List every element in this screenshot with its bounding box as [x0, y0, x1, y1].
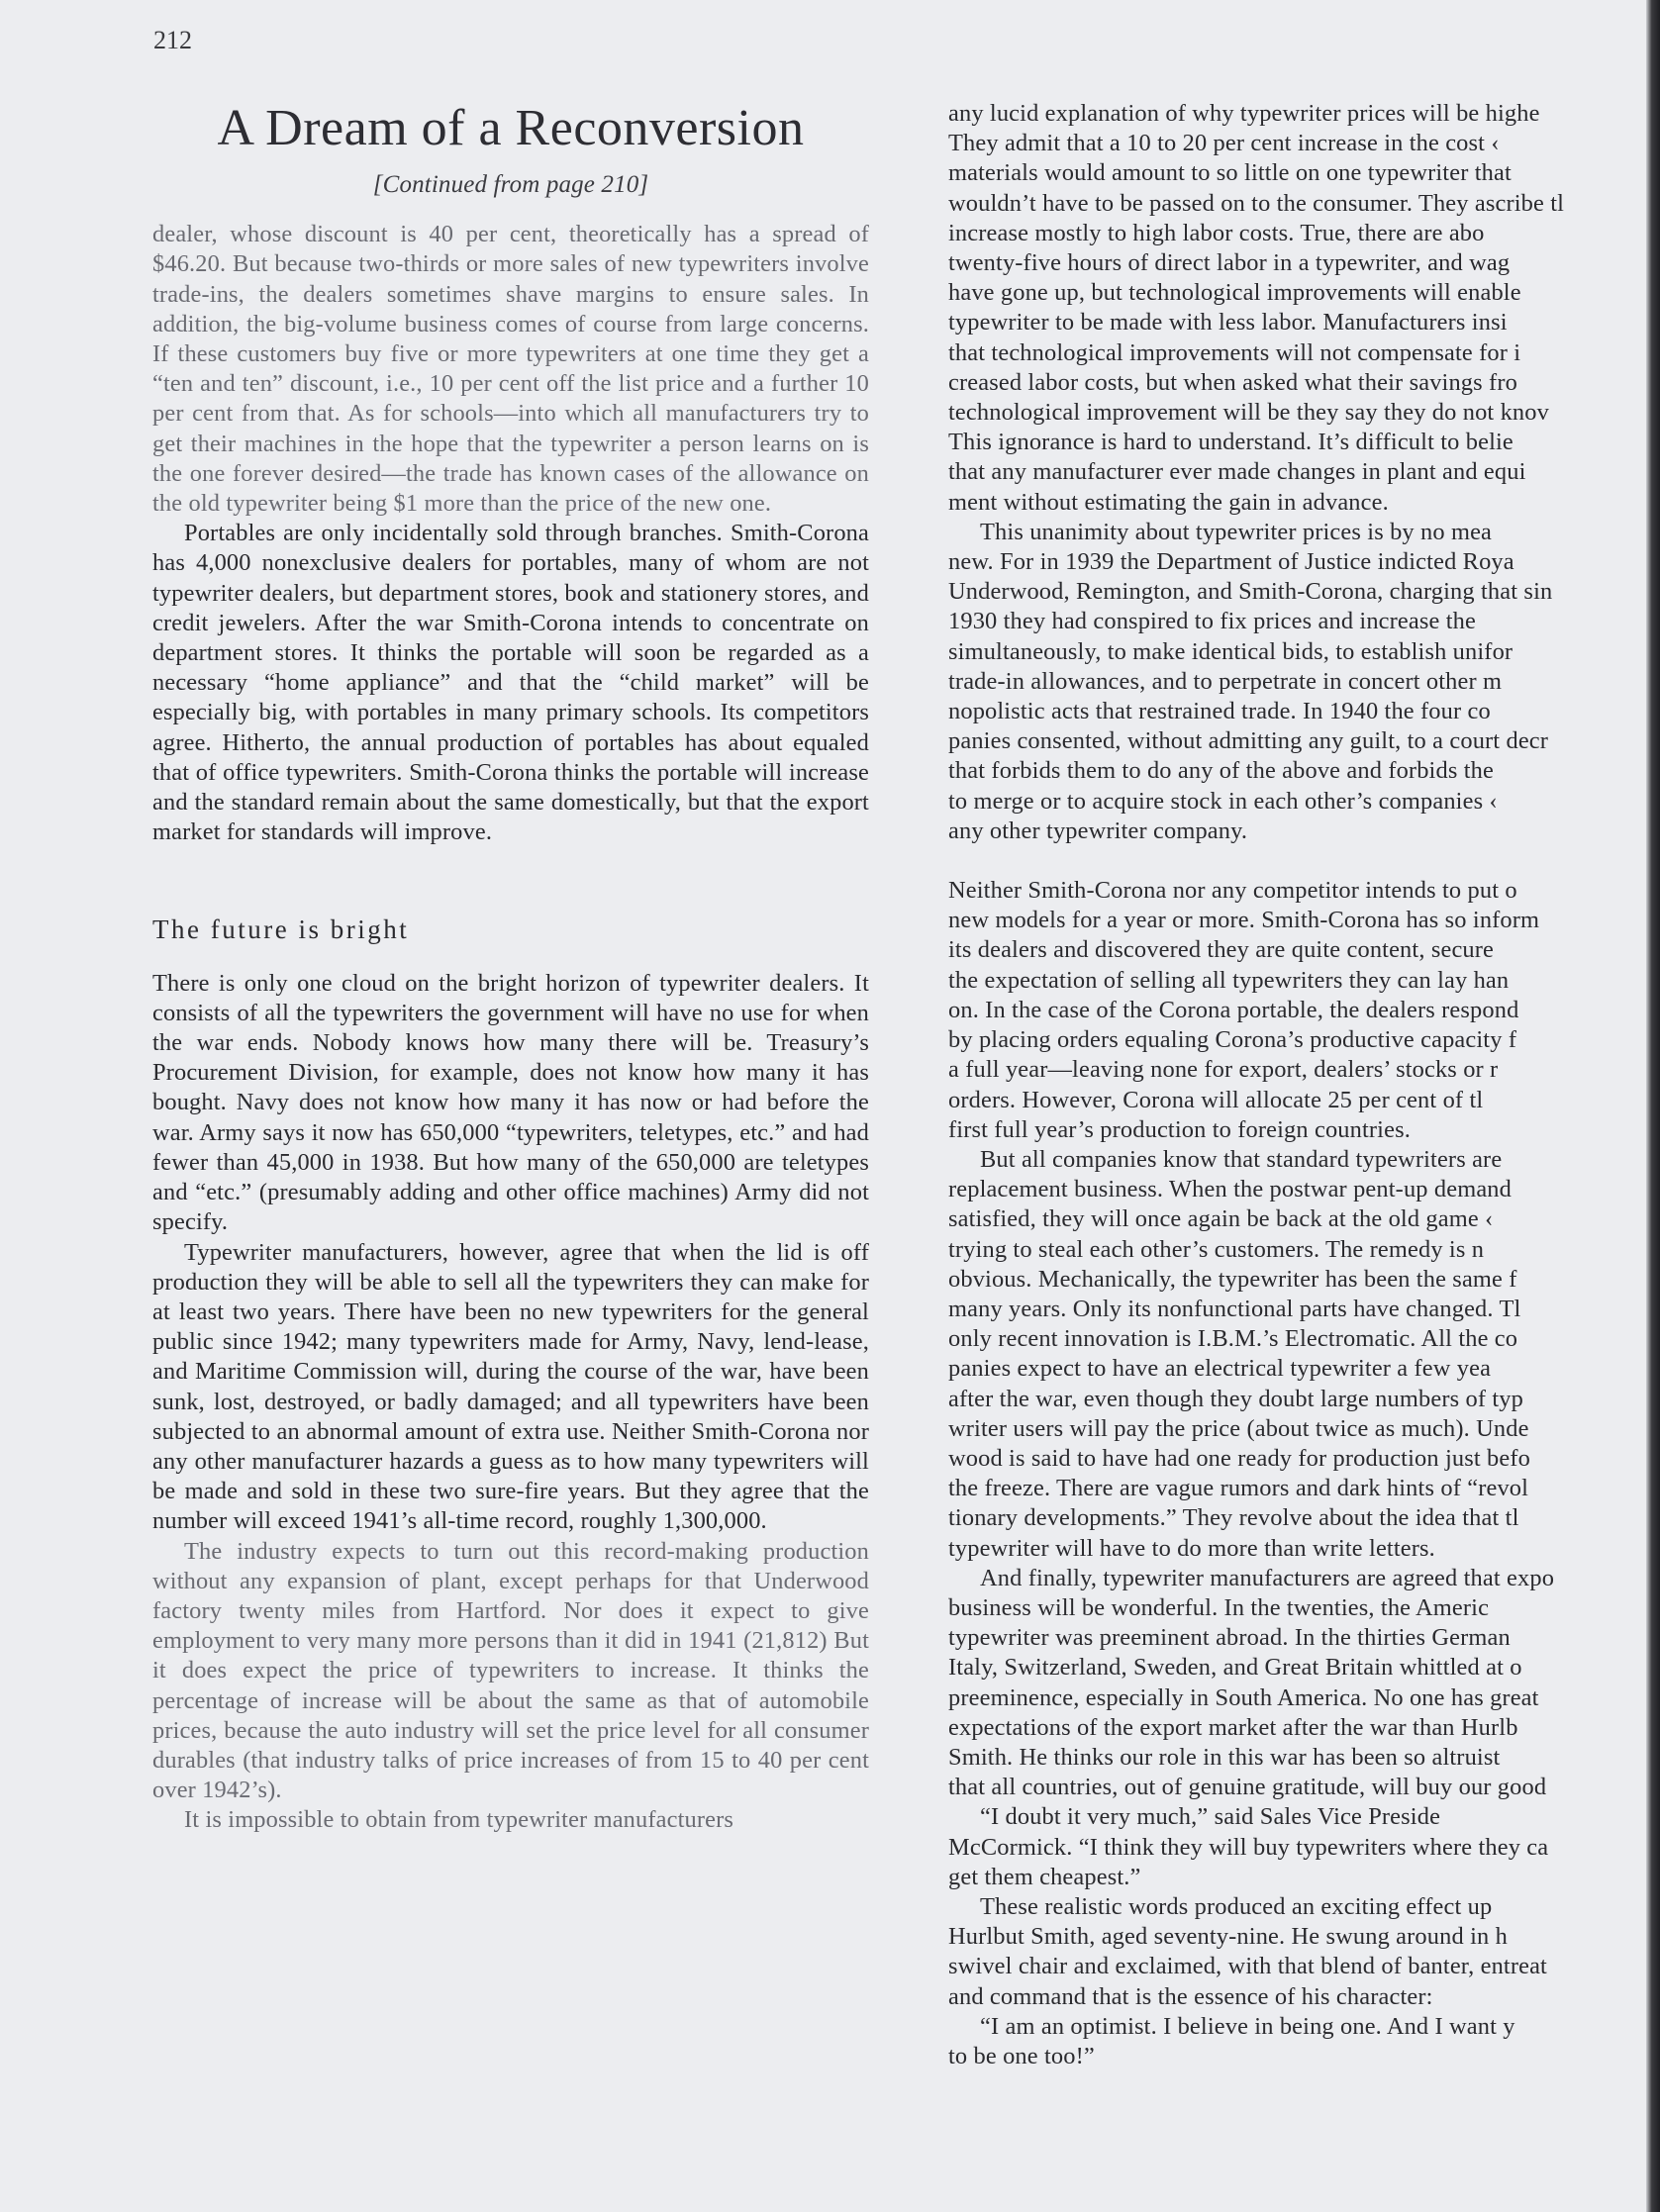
- right-text-block: [948, 876, 1660, 2071]
- body-line: Hurlbut Smith, aged seventy-nine. He swung around in h: [948, 1923, 1508, 1951]
- body-line: new models for a year or more. Smith-Corona has so inform: [948, 907, 1540, 934]
- body-paragraph: The industry expects to turn out this record-making production without any expansion of plant, except perhaps for that Underwood factory twenty miles from Hartford. Nor does it expect to give employment to very many more persons than it did in 1941 (21,812) But it does expect the price of typewriters to increase. It thinks the percentage of increase will be about the same as that of automobile prices, because the auto industry will set the price level for all consumer durables (that industry talks of price increases of from 15 to 40 per cent over 1942’s).: [152, 1537, 869, 1804]
- body-line: a full year—leaving none for export, dealers’ stocks or r: [948, 1056, 1499, 1084]
- body-line: to be one too!”: [948, 2043, 1095, 2069]
- body-line: the expectation of selling all typewriters they can lay han: [948, 966, 1510, 994]
- body-line: “I am an optimist. I believe in being one. And I want y: [980, 2012, 1515, 2040]
- continued-note: [Continued from page 210]: [372, 171, 649, 198]
- article-title: A Dream of a Reconversion: [217, 100, 805, 156]
- body-line: that technological improvements will not compensate for i: [948, 338, 1521, 366]
- body-line: any lucid explanation of why typewriter prices will be highe: [948, 100, 1540, 127]
- body-line: typewriter to be made with less labor. Manufacturers insi: [948, 309, 1508, 337]
- body-line: that any manufacturer ever made changes in plant and equi: [948, 458, 1526, 486]
- page-number: 212: [153, 26, 192, 54]
- body-line: This unanimity about typewriter prices is by no mea: [980, 518, 1493, 545]
- body-line: replacement business. When the postwar pent-up demand: [948, 1176, 1512, 1203]
- body-line: after the war, even though they doubt large numbers of typ: [948, 1385, 1523, 1412]
- body-line: 1930 they had conspired to fix prices and increase the: [948, 608, 1476, 635]
- body-paragraph: There is only one cloud on the bright horizon of typewriter dealers. It consists of all the typewriters the government will have no use for when the war ends. Nobody knows how many there will be. Treasury’s Procurement Division, for example, does not know how many it has bought. Navy does not know how many it has now or had before the war. Army says it now has 650,000 “typewriters, teletypes, etc.” and had fewer than 45,000 in 1938. But how many of the 650,000 are teletypes and “etc.” (presumably adding and other office machines) Army did not specify.: [152, 969, 869, 1236]
- body-line: increase mostly to high labor costs. True, there are abo: [948, 219, 1485, 246]
- body-line: preeminence, especially in South America. No one has great: [948, 1683, 1539, 1711]
- body-line: only recent innovation is I.B.M.’s Electromatic. All the co: [948, 1325, 1518, 1353]
- right-column: [948, 99, 1660, 2071]
- body-line: its dealers and discovered they are quite content, secure: [948, 936, 1495, 964]
- body-line: They admit that a 10 to 20 per cent increase in the cost ‹: [948, 130, 1500, 157]
- body-line: first full year’s production to foreign countries.: [948, 1115, 1411, 1143]
- body-line: “I doubt it very much,” said Sales Vice Preside: [980, 1803, 1441, 1831]
- body-line: wood is said to have had one ready for production just befo: [948, 1444, 1530, 1472]
- body-line: new. For in 1939 the Department of Justice indicted Roya: [948, 548, 1514, 576]
- body-line: And finally, typewriter manufacturers are agreed that expo: [980, 1564, 1555, 1591]
- body-paragraph: It is impossible to obtain from typewriter manufacturers: [184, 1806, 734, 1834]
- body-line: trying to steal each other’s customers. The remedy is n: [948, 1235, 1485, 1263]
- body-line: that all countries, out of genuine gratitude, will buy our good: [948, 1774, 1547, 1801]
- body-line: These realistic words produced an exciting effect up: [980, 1892, 1493, 1920]
- body-line: that forbids them to do any of the above and forbids the: [948, 757, 1494, 785]
- body-line: Italy, Switzerland, Sweden, and Great Britain whittled at o: [948, 1654, 1522, 1682]
- body-line: Neither Smith-Corona nor any competitor intends to put o: [948, 877, 1517, 905]
- body-line: swivel chair and exclaimed, with that blend of banter, entreat: [948, 1953, 1547, 1980]
- body-line: typewriter was preeminent abroad. In the thirties German: [948, 1624, 1511, 1652]
- body-paragraph: Portables are only incidentally sold through branches. Smith-Corona has 4,000 nonexclusive dealers for portables, many of whom are not typewriter dealers, but department stores, book and stationery stores, and credit jewelers. After the war Smith-Corona intends to concentrate on department stores. It thinks the portable will soon be regarded as a necessary “home appliance” and that the “child market” will be especially big, with portables in many primary schools. Its competitors agree. Hitherto, the annual production of portables has about equaled that of office typewriters. Smith-Corona thinks the portable will increase and the standard remain about the same domestically, but that the export market for standards will improve.: [152, 520, 869, 846]
- body-line: twenty-five hours of direct labor in a typewriter, and wag: [948, 249, 1511, 277]
- body-line: satisfied, they will once again be back at the old game ‹: [948, 1205, 1494, 1233]
- body-line: panies expect to have an electrical typewriter a few yea: [948, 1355, 1492, 1383]
- body-line: trade-in allowances, and to perpetrate in concert other m: [948, 667, 1503, 695]
- body-line: technological improvement will be they say they do not knov: [948, 399, 1549, 427]
- body-line: creased labor costs, but when asked what their savings fro: [948, 368, 1517, 396]
- body-line: orders. However, Corona will allocate 25 per cent of tl: [948, 1086, 1484, 1113]
- body-line: on. In the case of the Corona portable, the dealers respond: [948, 996, 1519, 1023]
- body-line: obvious. Mechanically, the typewriter has been the same f: [948, 1265, 1517, 1293]
- body-line: to merge or to acquire stock in each other’s companies ‹: [948, 787, 1498, 815]
- body-line: McCormick. “I think they will buy typewriters where they ca: [948, 1833, 1549, 1861]
- body-line: any other typewriter company.: [948, 817, 1248, 844]
- body-line: expectations of the export market after the war than Hurlb: [948, 1713, 1518, 1741]
- body-paragraph: Typewriter manufacturers, however, agree that when the lid is off production they will be able to sell all the typewriters they can make for at least two years. There have been no new typewriters for the general public since 1942; many typewriters made for Army, Navy, lend-lease, and Maritime Commission will, during the course of the war, have been sunk, lost, destroyed, or badly damaged; and all typewriters have been subjected to an abnormal amount of extra use. Neither Smith-Corona nor any other manufacturer hazards a guess as to how many typewriters will be made and sold in these two sure-fire years. But they agree that the number will exceed 1941’s all-time record, roughly 1,300,000.: [152, 1238, 869, 1535]
- body-line: Underwood, Remington, and Smith-Corona, charging that sin: [948, 578, 1553, 606]
- body-line: by placing orders equaling Corona’s productive capacity f: [948, 1026, 1517, 1054]
- body-line: panies consented, without admitting any guilt, to a court decr: [948, 727, 1549, 755]
- body-line: get them cheapest.”: [948, 1863, 1141, 1890]
- body-line: business will be wonderful. In the twenties, the Americ: [948, 1593, 1490, 1621]
- body-line: writer users will pay the price (about twice as much). Unde: [948, 1414, 1529, 1442]
- body-line: This ignorance is hard to understand. It’s difficult to belie: [948, 429, 1514, 456]
- body-line: tionary developments.” They revolve about the idea that tl: [948, 1504, 1519, 1532]
- body-line: Smith. He thinks our role in this war has been so altruist: [948, 1743, 1501, 1771]
- body-paragraph: dealer, whose discount is 40 per cent, theoretically has a spread of $46.20. But because two-thirds or more sales of new typewriters involve trade-ins, the dealers sometimes shave margins to ensure sales. In addition, the big-volume business comes of course from large concerns. If these customers buy five or more typewriters at one time they get a “ten and ten” discount, i.e., 10 per cent off the list price and a further 10 per cent from that. As for schools—into which all manufacturers try to get their machines in the hope that the typewriter a person learns on is the one forever desired—the trade has known cases of the allowance on the old typewriter being $1 more than the price of the new one.: [152, 221, 869, 518]
- body-line: have gone up, but technological improvements will enable: [948, 279, 1521, 307]
- right-text-block: [948, 99, 1660, 846]
- body-line: typewriter will have to do more than write letters.: [948, 1534, 1435, 1562]
- body-line: many years. Only its nonfunctional parts have changed. Tl: [948, 1295, 1521, 1322]
- page-gutter-shadow: [1646, 0, 1660, 2212]
- body-line: But all companies know that standard typewriters are: [980, 1145, 1503, 1173]
- section-heading: The future is bright: [152, 914, 410, 945]
- body-line: nopolistic acts that restrained trade. In 1940 the four co: [948, 698, 1491, 725]
- left-column: [152, 99, 869, 1836]
- body-line: materials would amount to so little on one typewriter that: [948, 159, 1512, 187]
- body-line: ment without estimating the gain in advance.: [948, 488, 1389, 516]
- body-line: and command that is the essence of his character:: [948, 1982, 1433, 2010]
- body-line: the freeze. There are vague rumors and dark hints of “revol: [948, 1475, 1529, 1502]
- body-line: wouldn’t have to be passed on to the consumer. They ascribe tl: [948, 189, 1565, 217]
- body-line: simultaneously, to make identical bids, to establish unifor: [948, 637, 1514, 665]
